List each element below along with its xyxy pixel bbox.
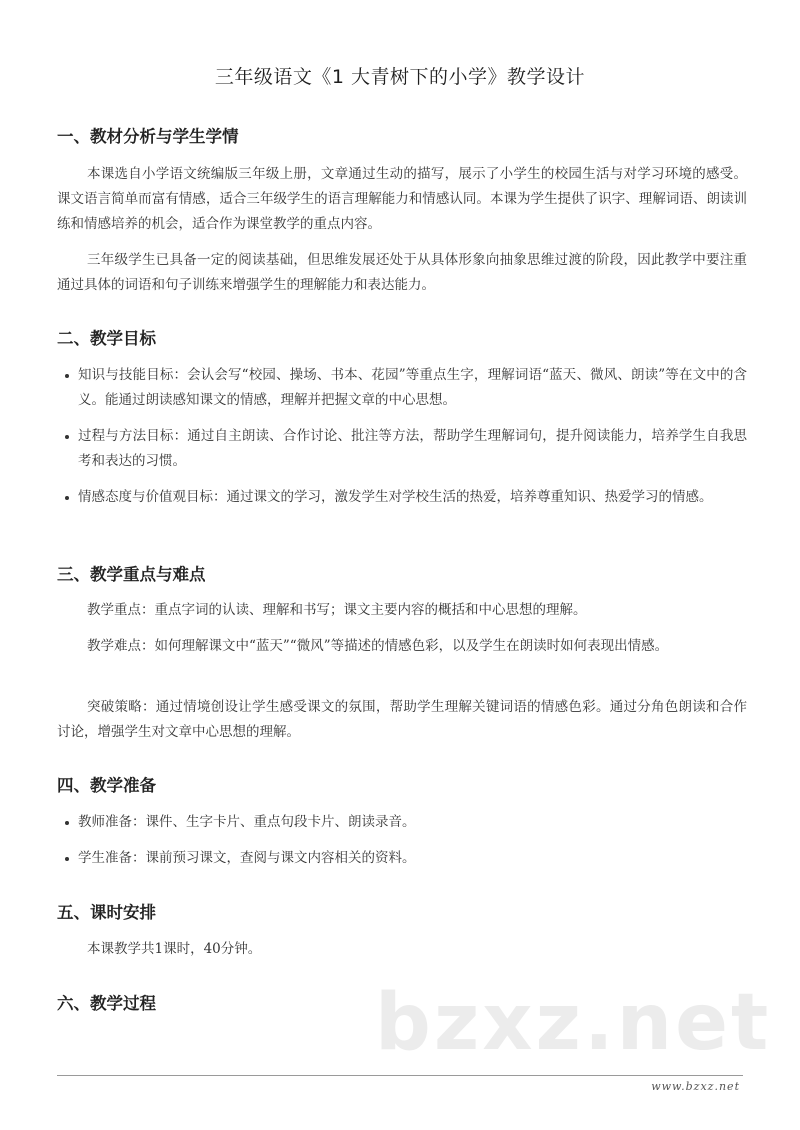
paragraph-key-points: 教学重点：重点字词的认读、理解和书写；课文主要内容的概括和中心思想的理解。 [87,602,587,618]
objective-knowledge-skills: 知识与技能目标：会认会写“校园、操场、书本、花园”等重点生字，理解词语“蓝天、微风、朗读”等在文中的含义。能通过朗读感知课文的情感，理解并把握文章的中心思想。 [78,367,747,408]
section-heading-teaching-process: 六、教学过程 [57,994,156,1013]
section-heading-textbook-analysis: 一、教材分析与学生学情 [57,127,239,146]
paragraph-class-schedule: 本课教学共1课时，40分钟。 [87,941,262,957]
section-heading-teaching-preparation: 四、教学准备 [57,776,156,795]
paragraph-difficult-points: 教学难点：如何理解课文中“蓝天”“微风”等描述的情感色彩，以及学生在朗读时如何表现出情感。 [87,638,669,654]
paragraph-breakthrough-strategy: 突破策略：通过情境创设让学生感受课文的氛围，帮助学生理解关键词语的情感色彩。通过分角色朗读和合作讨论，增强学生对文章中心思想的理解。 [57,699,747,740]
bullet-icon [65,496,69,500]
list-item [57,846,747,871]
footer-divider [57,1075,743,1076]
section-heading-key-difficult-points: 三、教学重点与难点 [57,565,206,584]
bullet-icon [65,857,69,861]
paragraph-student-situation: 三年级学生已具备一定的阅读基础，但思维发展还处于从具体形象向抽象思维过渡的阶段，因此教学中要注重通过具体的词语和句子训练来增强学生的理解能力和表达能力。 [57,252,747,293]
section-heading-class-schedule: 五、课时安排 [57,903,156,922]
preparation-list [57,810,747,871]
objective-process-methods: 过程与方法目标：通过自主朗读、合作讨论、批注等方法，帮助学生理解词句，提升阅读能力，培养学生自我思考和表达的习惯。 [78,428,747,469]
paragraph-textbook-analysis: 本课选自小学语文统编版三年级上册，文章通过生动的描写，展示了小学生的校园生活与对学习环境的感受。课文语言简单而富有情感，适合三年级学生的语言理解能力和情感认同。本课为学生提供了识字、理解词语、朗读训练和情感培养的机会，适合作为课堂教学的重点内容。 [57,166,747,232]
preparation-student: 学生准备：课前预习课文，查阅与课文内容相关的资料。 [78,850,416,866]
bullet-icon [65,821,69,825]
watermark: bzxz.net [375,978,772,1068]
list-item [57,485,747,510]
objectives-list [57,363,747,510]
bullet-icon [65,374,69,378]
list-item [57,810,747,835]
document-title: 三年级语文《1 大青树下的小学》教学设计 [214,66,586,88]
section-heading-teaching-objectives: 二、教学目标 [57,329,156,348]
bullet-icon [65,435,69,439]
footer-url: www.bzxz.net [651,1080,740,1093]
objective-emotion-values: 情感态度与价值观目标：通过课文的学习，激发学生对学校生活的热爱，培养尊重知识、热爱学习的情感。 [78,489,713,505]
list-item [57,424,747,474]
list-item [57,363,747,413]
preparation-teacher: 教师准备：课件、生字卡片、重点句段卡片、朗读录音。 [78,814,416,830]
